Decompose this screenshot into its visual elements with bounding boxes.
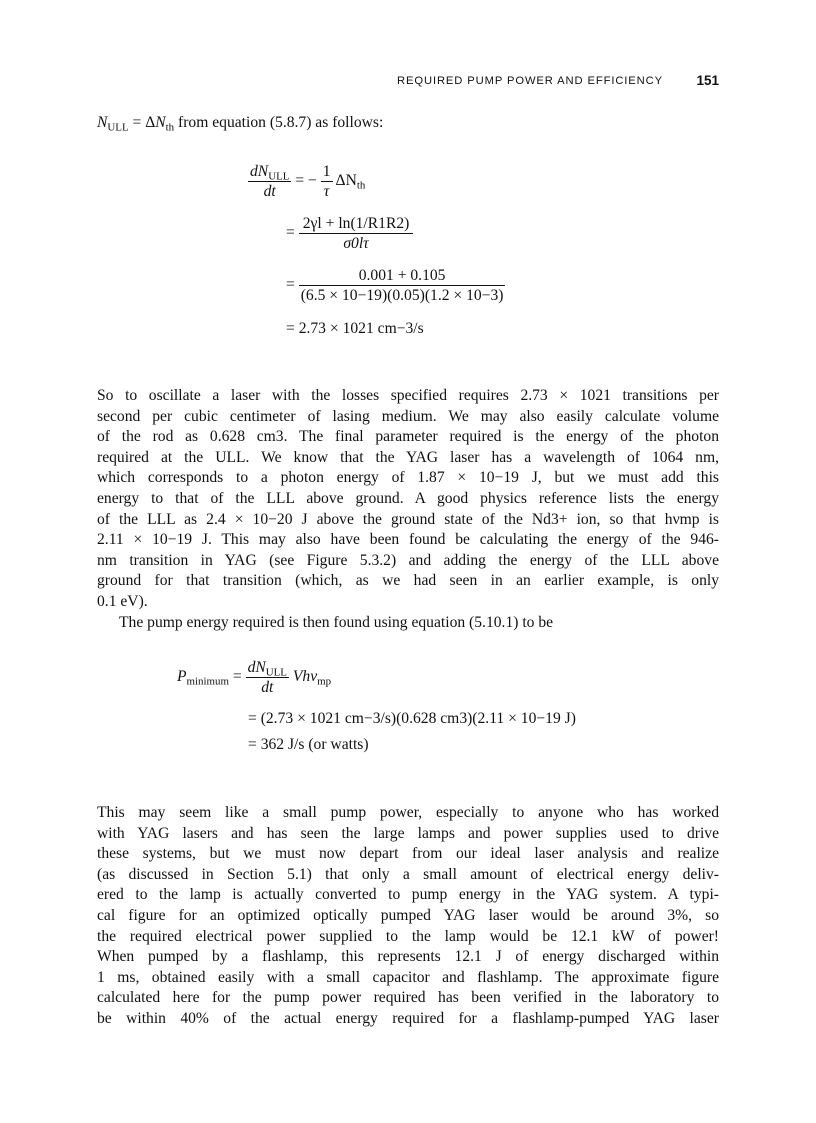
text-line: be within 40% of the actual energy required for a flashlamp-pumped YAG laser	[97, 1009, 719, 1027]
text-line: required at the ULL. We know that the YAG laser has a wavelength of 1064 nm,	[97, 448, 719, 466]
equation-pump-power-line-2: = (2.73 × 1021 cm−3/s)(0.628 cm3)(2.11 × 10−19 J)	[248, 710, 576, 727]
running-header	[97, 74, 719, 90]
text-line: The pump energy required is then found using equation (5.10.1) to be	[119, 613, 554, 631]
text-line: the required electrical power supplied to the lamp would be 12.1 kW of power!	[97, 927, 719, 945]
text-line: calculated here for the pump power required has been verified in the laboratory to	[97, 989, 719, 1007]
equation-rate-line-1: $\frac{dN_{ULL}}{dt}$ = − $\frac{1}{\tau}$ $\Delta N_{th}$	[250, 163, 366, 200]
loss-fraction: $\frac{2\gamma l + \ln(1/R1R2)}{\sigma 0l\tau}$	[299, 214, 414, 253]
running-title: REQUIRED PUMP POWER AND EFFICIENCY	[397, 75, 663, 87]
text-line: second per cubic centimeter of lasing medium. We may also easily calculate volume	[97, 407, 719, 425]
text-line: ground for that transition (which, as we had seen in an earlier example, is only	[97, 572, 719, 590]
text-line: these systems, but we must now depart from our ideal laser analysis and realize	[97, 845, 719, 863]
coeff-fraction: $\frac{1}{\tau}$	[322, 163, 331, 200]
equation-rate-line-2: = $\frac{2\gamma l + \ln(1/R1R2)}{\sigma 0l\tau}$	[286, 214, 413, 253]
text-line: 0.1 eV).	[97, 592, 148, 610]
text-line: 2.11 × 10−19 J. This may also have been found be calculating the energy of the 946-	[97, 531, 719, 549]
text-line: cal figure for an optimized optically pumped YAG laser would be around 3%, so	[97, 906, 719, 924]
paragraph-photon-energy	[97, 386, 719, 633]
text-line: of the rod as 0.628 cm3. The final parameter required is the energy of the photon	[97, 428, 719, 446]
equation-rate-line-3: = $\frac{0.001 + 0.105}{(6.5 \times 10-19)(0.05)(1.2 \times 10-3)}$	[286, 267, 504, 304]
text-line: 1 ms, obtained easily with a small capacitor and flashlamp. The approximate figure	[97, 968, 719, 986]
intro-line: $N_{ULL} = \Delta N_{th}$ from equation (5.8.7) as follows:	[97, 114, 384, 134]
equation-rate-result: = 2.73 × 1021 cm−3/s	[286, 320, 424, 337]
numeric-fraction: $\frac{0.001 + 0.105}{(6.5 \times 10-19)(0.05)(1.2 \times 10-3)}$	[300, 267, 504, 304]
equation-pump-power-line-1: $P_{minimum}$ = $\frac{dN_{ULL}}{dt}$ Vhν$_{mp}$	[177, 659, 332, 696]
intro-text: from equation (5.8.7) as follows:	[178, 114, 384, 131]
text-line: (as discussed in Section 5.1) that only a small amount of electrical energy deliv-	[97, 865, 719, 883]
paragraph-efficiency	[97, 803, 719, 1030]
text-line: When pumped by a flashlamp, this represents 12.1 J of energy discharged within	[97, 948, 719, 966]
pump-fraction: $\frac{dN_{ULL}}{dt}$	[247, 659, 287, 696]
page-number: 151	[696, 73, 719, 88]
lhs-fraction: $\frac{dN_{ULL}}{dt}$	[250, 163, 290, 200]
text-line: which corresponds to a photon energy of 1.87 × 10−19 J, but we must add this	[97, 469, 719, 487]
text-line: ered to the lamp is actually converted to pump energy in the YAG system. A typi-	[97, 886, 719, 904]
equation-pump-power-result: = 362 J/s (or watts)	[248, 736, 369, 753]
text-line: This may seem like a small pump power, especially to anyone who has worked	[97, 804, 719, 821]
text-line: energy to that of the LLL above ground. A good physics reference lists the energy	[97, 489, 719, 507]
text-line: nm transition in YAG (see Figure 5.3.2) and adding the energy of the LLL above	[97, 551, 719, 569]
text-line: So to oscillate a laser with the losses specified requires 2.73 × 1021 transitions per	[97, 387, 719, 404]
text-line: with YAG lasers and has seen the large lamps and power supplies used to drive	[97, 824, 719, 842]
text-line: of the LLL as 2.4 × 10−20 J above the ground state of the Nd3+ ion, so that hνmp is	[97, 510, 719, 528]
